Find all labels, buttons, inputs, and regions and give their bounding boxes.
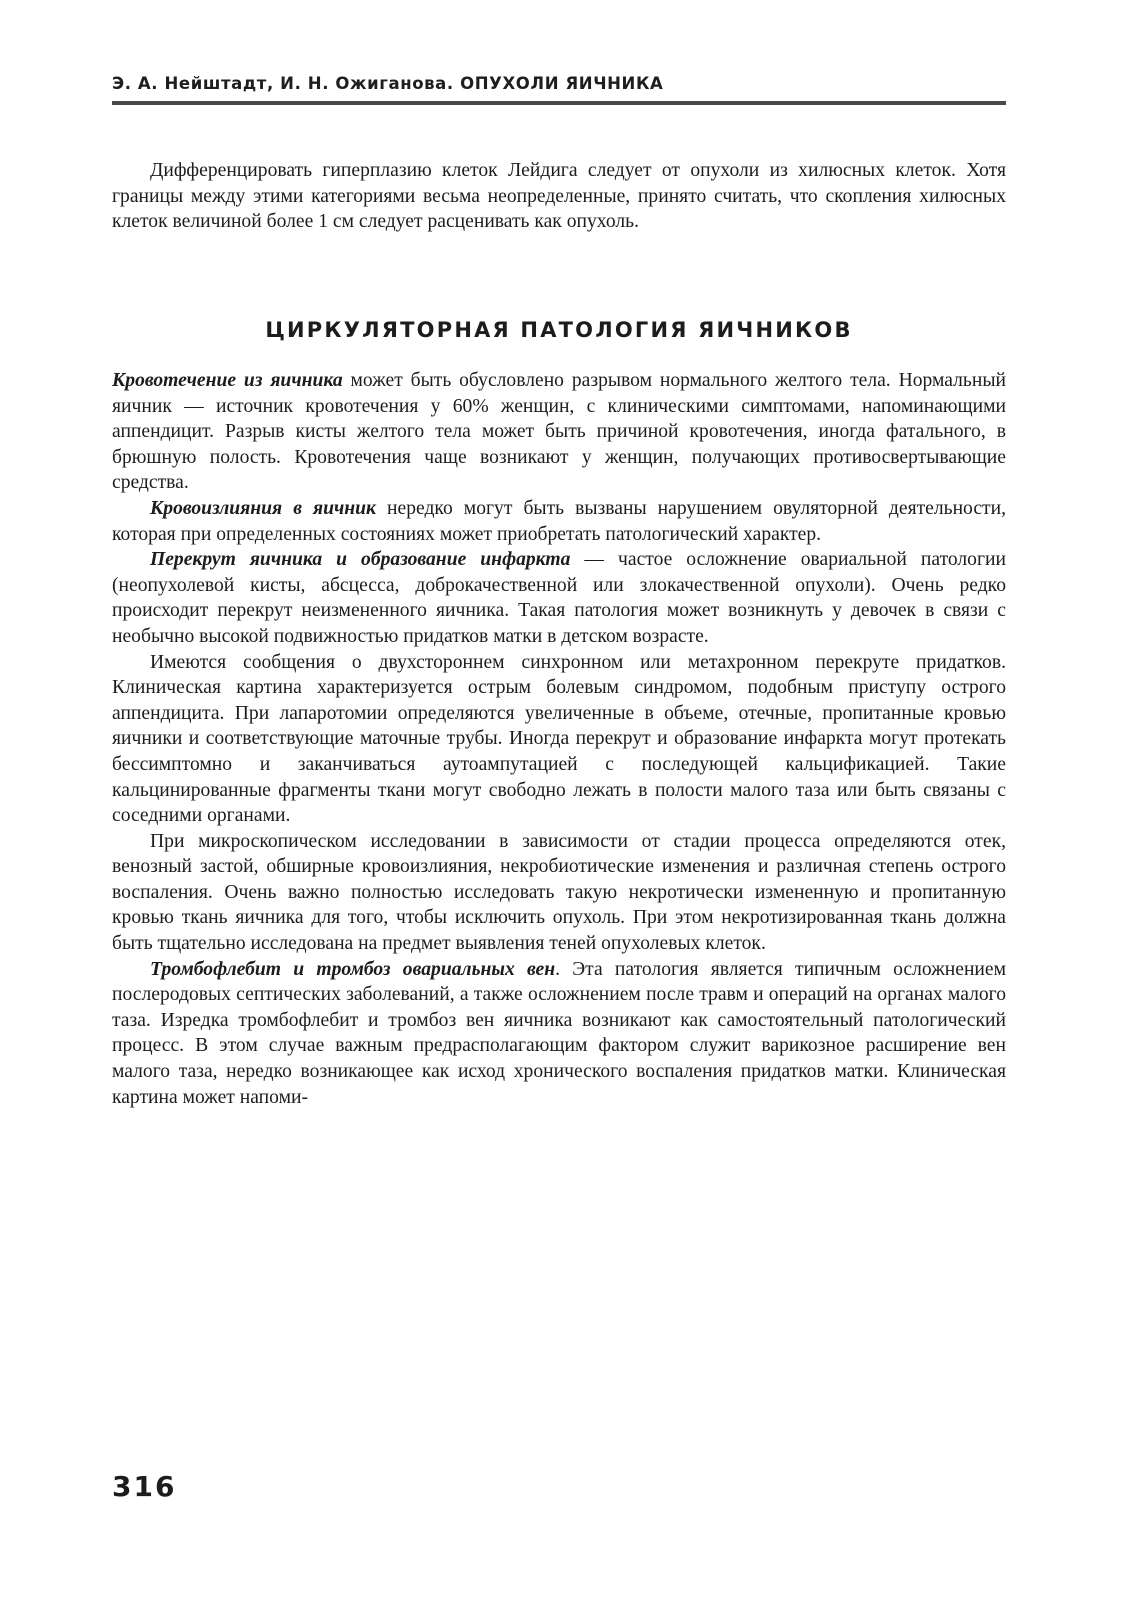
term-torsion: Перекрут яичника и образование инфаркта: [150, 549, 571, 571]
paragraph-hemorrhage: [112, 496, 1006, 547]
paragraph-text: нередко могут быть вызваны нарушением овуляторной деятельности, которая при определенных состояниях может приобретать патологический характер.: [112, 497, 1006, 545]
intro-block: [112, 158, 1006, 235]
paragraph-text: может быть обусловлено разрывом нормального желтого тела. Нормальный яичник — источник кровотечения у 60% женщин, с клиническими симптомами, напоминающими аппендицит. Разрыв кисты желтого тела может быть причиной кровотечения, иногда фатального, в брюшную полость. Кровотечения чаще возникают у женщин, получающих противосвертывающие средства.: [112, 370, 1007, 494]
header-rule: [112, 101, 1006, 105]
page-number: 316: [112, 1470, 177, 1503]
paragraph-torsion: [112, 547, 1006, 649]
term-bleeding: Кровотечение из яичника: [112, 370, 343, 391]
paragraph-microscopy: При микроскопическом исследовании в зависимости от стадии процесса определяются отек, венозный застой, обширные кровоизлияния, некробиотические изменения и различная степень острого воспаления. Очень важно полностью исследовать такую некротически измененную и пропитанную кровью ткань яичника для того, чтобы исключить опухоль. При этом некротизированная ткань должна быть тщательно исследована на предмет выявления теней опухолевых клеток.: [112, 830, 1006, 955]
paragraph-bilateral-torsion: Имеются сообщения о двухстороннем синхронном или метахронном перекруте придатков. Клиническая картина характеризуется острым болевым синдромом, подобным приступу острого аппендицита. При лапаротомии определяются увеличенные в объеме, отечные, пропитанные кровью яичники и соответствующие маточные трубы. Иногда перекрут и образование инфаркта могут протекать бессимптомно и заканчиваться аутоампутацией с последующей кальцификацией. Такие кальцинированные фрагменты ткани могут свободно лежать в полости малого таза или быть связаны с соседними органами.: [112, 651, 1006, 827]
intro-paragraph: Дифференцировать гиперплазию клеток Лейдига следует от опухоли из хилюсных клеток. Хотя границы между этими категориями весьма неопределенные, принято считать, что скопления хилюсных клеток величиной более 1 см следует расценивать как опухоль.: [112, 160, 1006, 233]
term-thrombophlebitis: Тромбофлебит и тромбоз овариальных вен: [150, 958, 556, 980]
paragraph-text: — частое осложнение овариальной патологии (неопухолевой кисты, абсцесса, доброкачественной или злокачественной опухоли). Очень редко происходит перекрут неизмененного яичника. Такая патология может возникнуть у девочек в связи с необычно высокой подвижностью придатков матки в детском возрасте.: [112, 549, 1006, 647]
paragraph-thrombophlebitis: [112, 957, 1006, 1111]
running-head: Э. А. Нейштадт, И. Н. Ожиганова. ОПУХОЛИ ЯИЧНИКА: [112, 74, 664, 93]
paragraph-bleeding: [112, 368, 1006, 496]
paragraph-text: . Эта патология является типичным осложнением послеродовых септических заболеваний, а также осложнением после травм и операций на органах малого таза. Изредка тромбофлебит и тромбоз вен яичника возникают как самостоятельный патологический процесс. В этом случае важным предрасполагающим фактором служит варикозное расширение вен малого таза, нередко возникающее как исход хронического воспаления придатков матки. Клиническая картина может напоми-: [112, 958, 1007, 1108]
term-hemorrhage: Кровоизлияния в яичник: [150, 497, 376, 519]
section-body: [112, 368, 1006, 1110]
section-heading: ЦИРКУЛЯТОРНАЯ ПАТОЛОГИЯ ЯИЧНИКОВ: [265, 318, 853, 342]
